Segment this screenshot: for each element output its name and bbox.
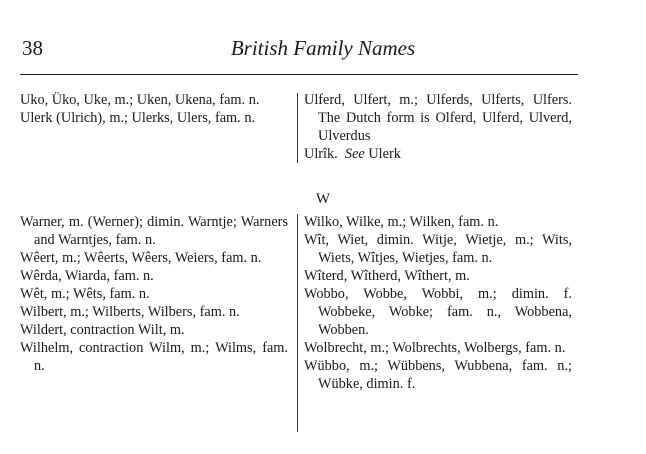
entry-witerd: Wîterd, Wîtherd, Wîthert, m. bbox=[304, 268, 470, 284]
entry-ulrik bbox=[304, 145, 572, 163]
entry-wubbo: Wübbo, m.; Wübbens, Wubbena, fam. n.; Wübke, dimin. f. bbox=[304, 358, 572, 392]
entry-wilhelm: Wilhelm, contraction Wilm, m.; Wilms, fam. n. bbox=[20, 340, 288, 374]
entry-wobbo: Wobbo, Wobbe, Wobbi, m.; dimin. f. Wobbeke, Wobke; fam. n., Wobbena, Wobben. bbox=[304, 286, 572, 338]
entry-ulrik-head: Ulrîk. bbox=[304, 146, 338, 162]
entry-wilko: Wilko, Wilke, m.; Wilken, fam. n. bbox=[304, 214, 499, 230]
entry-wolbrecht: Wolbrecht, m.; Wolbrechts, Wolbergs, fam. n. bbox=[304, 340, 566, 356]
reference-target: Ulerk bbox=[368, 146, 401, 162]
running-title: British Family Names bbox=[230, 36, 416, 60]
entry-wildert: Wildert, contraction Wilt, m. bbox=[20, 322, 185, 338]
section-w-right-column bbox=[304, 213, 572, 393]
entry-ulferd: Ulferd, Ulfert, m.; Ulferds, Ulferts, Ulfers. The Dutch form is Olferd, Ulferd, Ulverd, Ulverdus bbox=[304, 92, 572, 144]
header-rule bbox=[20, 74, 578, 75]
entry-uko: Uko, Üko, Uke, m.; Uken, Ukena, fam. n. bbox=[20, 92, 260, 108]
section-w-left-column bbox=[20, 213, 288, 375]
entry-ulerk: Ulerk (Ulrich), m.; Ulerks, Ulers, fam. n. bbox=[20, 110, 256, 126]
section-u-left-column bbox=[20, 91, 288, 127]
see-reference: See bbox=[344, 146, 365, 162]
entry-weert: Wêert, m.; Wêerts, Wêers, Weiers, fam. n. bbox=[20, 250, 262, 266]
entry-wit: Wît, Wiet, dimin. Witje, Wietje, m.; Wits, Wiets, Wîtjes, Wietjes, fam. n. bbox=[304, 232, 572, 266]
entry-werda: Wêrda, Wiarda, fam. n. bbox=[20, 268, 154, 284]
section-u-right-column bbox=[304, 91, 572, 163]
column-divider-u bbox=[297, 93, 298, 163]
entry-wet: Wêt, m.; Wêts, fam. n. bbox=[20, 286, 150, 302]
entry-wilbert: Wilbert, m.; Wilberts, Wilbers, fam. n. bbox=[20, 304, 240, 320]
page-number: 38 bbox=[22, 36, 43, 60]
section-letter-w: W bbox=[315, 191, 331, 207]
column-divider-w bbox=[297, 214, 298, 432]
entry-warner: Warner, m. (Werner); dimin. Warntje; Warners and Warntjes, fam. n. bbox=[20, 214, 288, 248]
